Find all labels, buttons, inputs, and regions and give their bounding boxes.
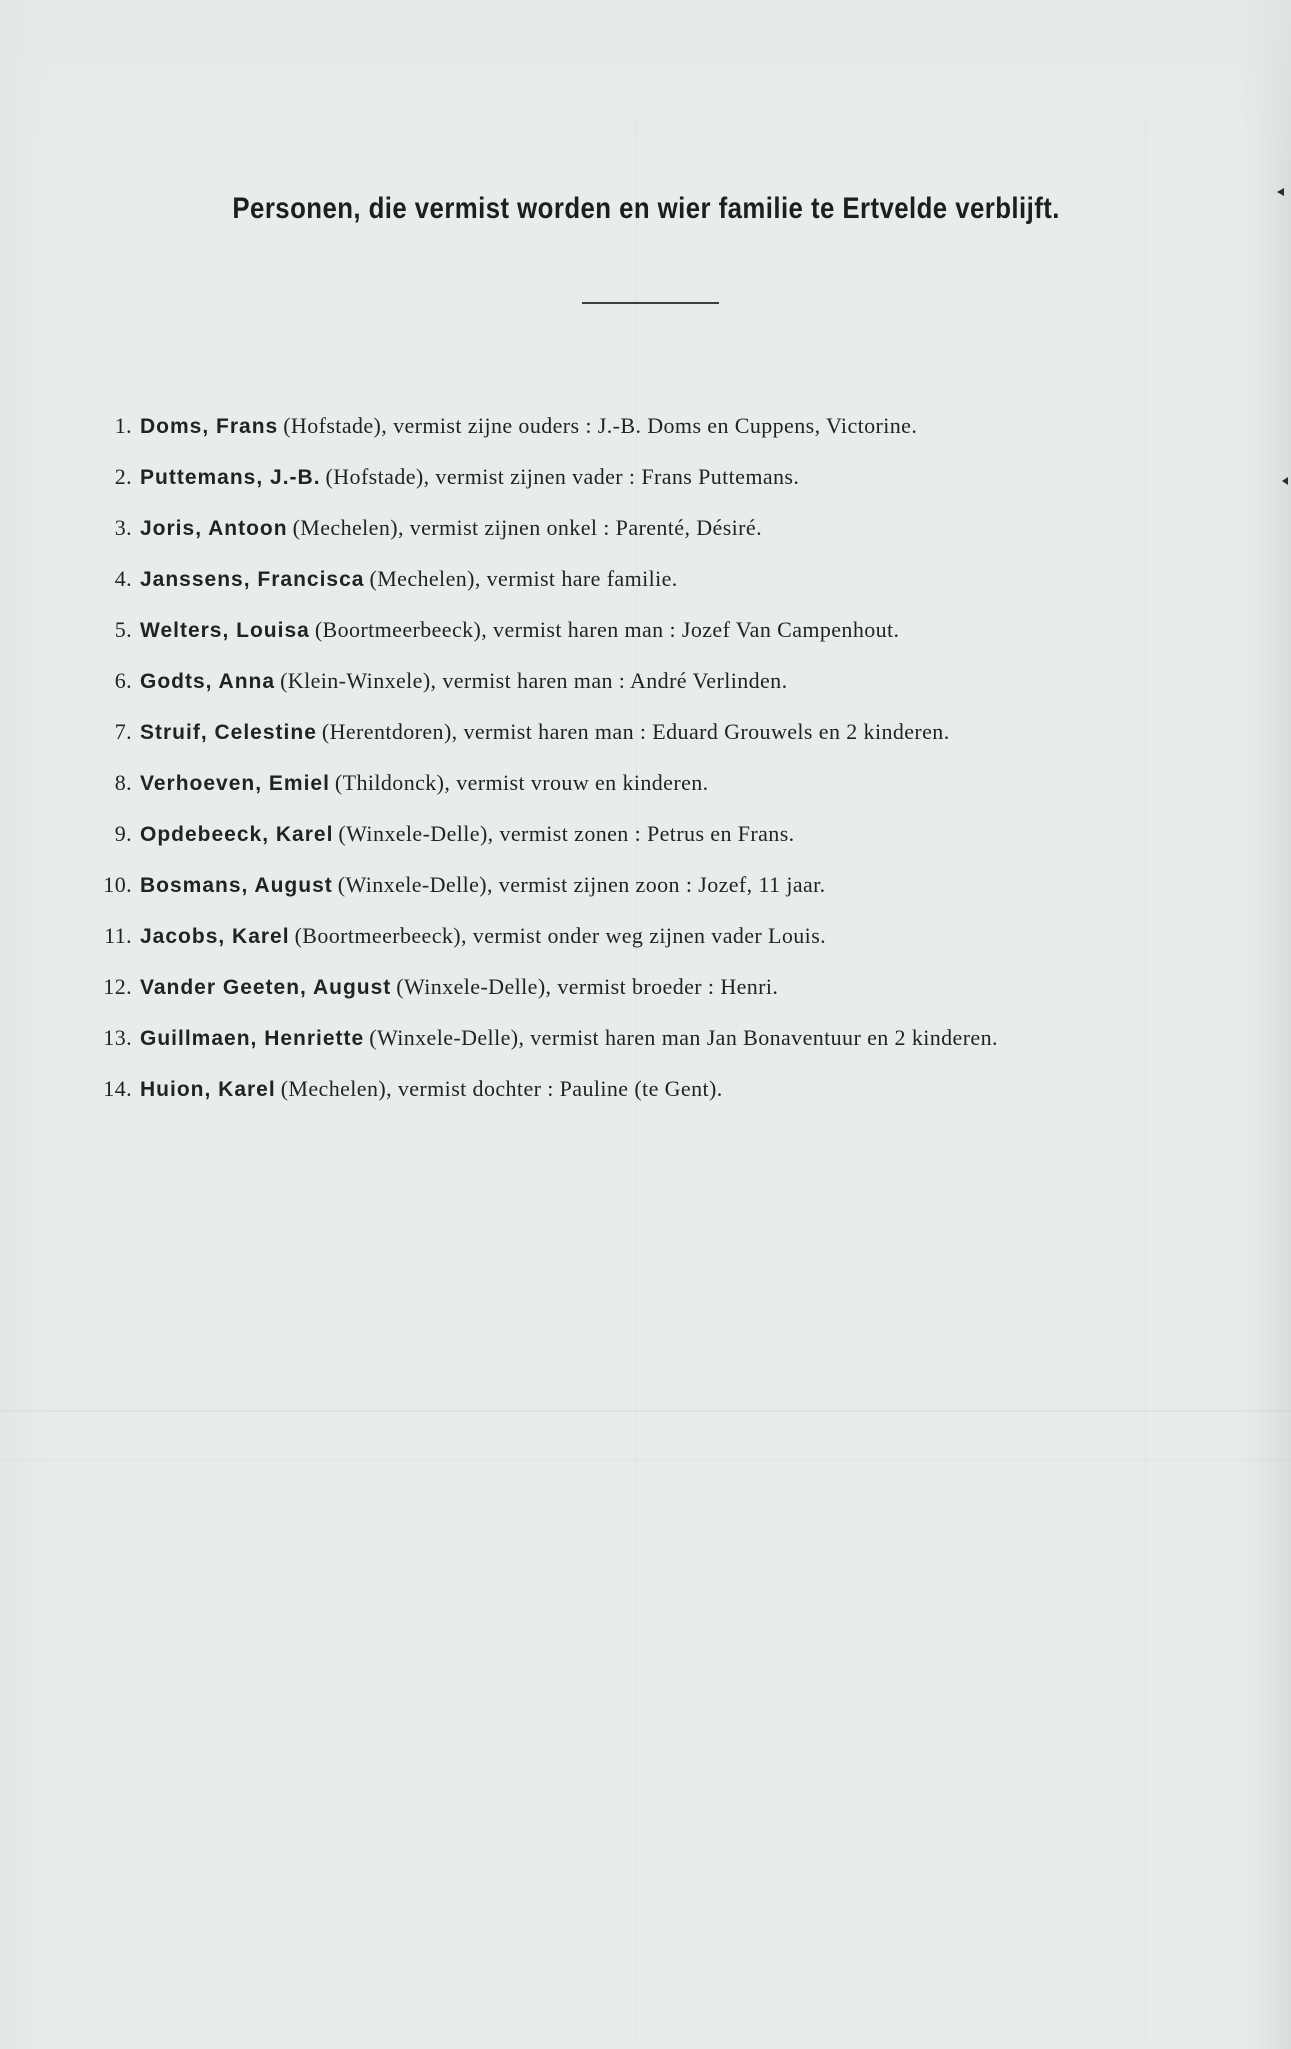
entry-details: (Mechelen), vermist dochter : Pauline (te Gent). (280, 1076, 723, 1101)
entry-number: 6. (114, 668, 132, 693)
list-item (82, 408, 1262, 459)
entry-details: (Winxele-Delle), vermist zijnen zoon : Jozef, 11 jaar. (337, 872, 826, 897)
entry-details: (Mechelen), vermist zijnen onkel : Parenté, Désiré. (292, 515, 762, 540)
entry-details: (Thildonck), vermist vrouw en kinderen. (334, 770, 709, 795)
list-item (82, 1020, 1262, 1071)
entry-number: 11. (104, 923, 132, 948)
entry-name: Vander Geeten, August (140, 976, 392, 999)
entry-details: (Klein-Winxele), vermist haren man : André Verlinden. (280, 668, 788, 693)
entry-details: (Hofstade), vermist zijnen vader : Frans Puttemans. (325, 464, 800, 489)
entry-name: Jacobs, Karel (140, 925, 290, 948)
entry-details: (Mechelen), vermist hare familie. (369, 566, 678, 591)
entry-details: (Herentdoren), vermist haren man : Eduard Grouwels en 2 kinderen. (321, 719, 950, 744)
entry-name: Huion, Karel (140, 1078, 276, 1101)
entry-name: Verhoeven, Emiel (140, 772, 330, 795)
list-item (82, 714, 1262, 765)
entry-name: Struif, Celestine (140, 721, 317, 744)
list-item (82, 867, 1262, 918)
entry-number: 14. (103, 1076, 132, 1101)
entry-number: 5. (114, 617, 132, 642)
entry-details: (Boortmeerbeeck), vermist onder weg zijnen vader Louis. (294, 923, 827, 948)
list-item (82, 918, 1262, 969)
list-item (82, 663, 1262, 714)
entry-details: (Winxele-Delle), vermist broeder : Henri. (396, 974, 779, 999)
entry-number: 12. (103, 974, 132, 999)
entry-name: Joris, Antoon (140, 517, 288, 540)
entry-number: 8. (114, 770, 132, 795)
entry-name: Bosmans, August (140, 874, 333, 897)
list-item (82, 816, 1262, 867)
list-item (82, 612, 1262, 663)
edge-mark-icon (1277, 188, 1284, 196)
list-item (82, 561, 1262, 612)
list-item (82, 1071, 1262, 1122)
entry-number: 13. (103, 1025, 132, 1050)
entry-number: 2. (114, 464, 132, 489)
entry-details: (Hofstade), vermist zijne ouders : J.-B. Doms en Cuppens, Victorine. (283, 413, 918, 438)
entry-name: Puttemans, J.-B. (140, 466, 321, 489)
page-title: Personen, die vermist worden en wier familie te Ertvelde verblijft. (232, 192, 1060, 225)
entry-number: 3. (114, 515, 132, 540)
entry-number: 4. (114, 566, 132, 591)
list-item (82, 765, 1262, 816)
bleed-through-line (0, 1460, 1291, 1461)
missing-persons-list (82, 408, 1262, 1122)
entry-number: 1. (114, 413, 132, 438)
entry-number: 9. (114, 821, 132, 846)
entry-name: Godts, Anna (140, 670, 276, 693)
entry-details: (Boortmeerbeeck), vermist haren man : Jozef Van Campenhout. (314, 617, 900, 642)
entry-name: Doms, Frans (140, 415, 279, 438)
entry-details: (Winxele-Delle), vermist zonen : Petrus en Frans. (338, 821, 795, 846)
entry-number: 7. (114, 719, 132, 744)
bleed-through-line (0, 1410, 1291, 1412)
list-item (82, 510, 1262, 561)
list-item (82, 969, 1262, 1020)
edge-mark-icon (1282, 477, 1288, 485)
entry-name: Janssens, Francisca (140, 568, 365, 591)
entry-name: Welters, Louisa (140, 619, 310, 642)
entry-name: Opdebeeck, Karel (140, 823, 334, 846)
entry-details: (Winxele-Delle), vermist haren man Jan Bonaventuur en 2 kinderen. (369, 1025, 998, 1050)
title-divider (582, 302, 719, 304)
entry-number: 10. (103, 872, 132, 897)
list-item (82, 459, 1262, 510)
entry-name: Guillmaen, Henriette (140, 1027, 365, 1050)
